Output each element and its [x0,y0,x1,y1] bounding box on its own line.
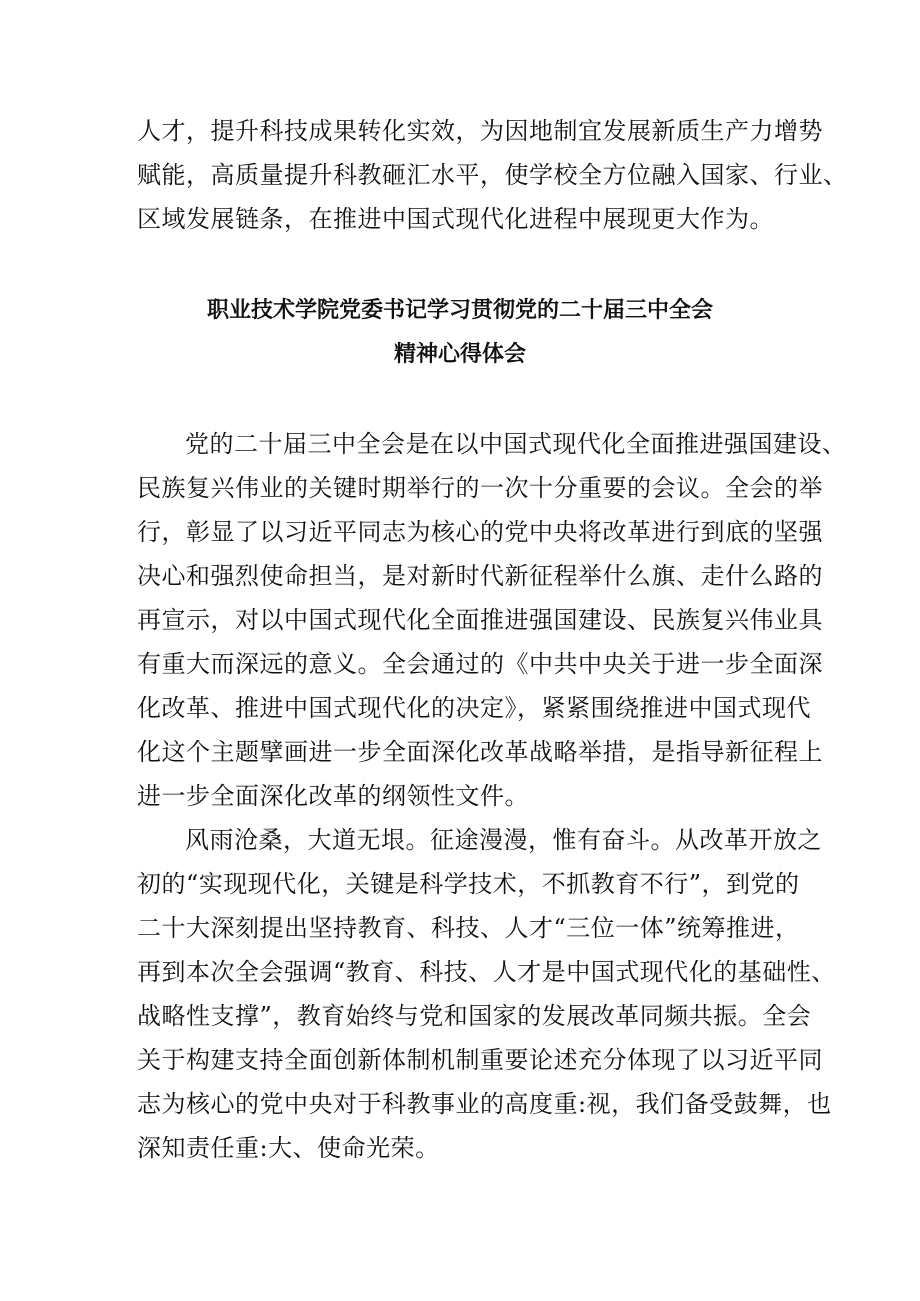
paragraph1-line-8: 化这个主题擘画进一步全面深化改革战略举措，是指导新征程上 [137,738,823,766]
intro-line-2: 赋能，高质量提升科教砸汇水平，使学校全方位融入国家、行业、 [137,161,848,189]
paragraph2-line-3: 二十大深刻提出坚持教育、科技、人才“三位一体”统筹推进， [137,914,800,942]
paragraph1-line-1: 党的二十届三中全会是在以中国式现代化全面推进强国建设、 [185,430,847,458]
paragraph2-line-4: 再到本次全会强调“教育、科技、人才是中国式现代化的基础性、 [137,958,836,986]
paragraph2-line-1: 风雨沧桑，大道无垠。征途漫漫，惟有奋斗。从改革开放之 [185,826,822,854]
paragraph1-line-2: 民族复兴伟业的关键时期举行的一次十分重要的会议。全会的举 [137,474,823,502]
paragraph1-line-6: 有重大而深远的意义。全会通过的《中共中央关于进一步全面深 [137,650,823,678]
paragraph1-line-7: 化改革、推进中国式现代化的决定》，紧紧围绕推进中国式现代 [137,694,811,722]
intro-line-3: 区域发展链条，在推进中国式现代化进程中展现更大作为。 [137,205,774,233]
paragraph2-line-7: 志为核心的党中央对于科教事业的高度重:视，我们备受鼓舞，也 [137,1090,832,1118]
article-title-line-2: 精神心得体会 [393,342,526,367]
paragraph2-line-2: 初的“实现现代化，关键是科学技术，不抓教育不行”，到党的 [137,870,800,898]
paragraph2-line-5: 战略性支撑”，教育始终与党和国家的发展改革同频共振。全会 [137,1002,812,1030]
intro-line-1: 人才，提升科技成果转化实效，为因地制宜发展新质生产力增势 [137,117,823,145]
paragraph1-line-9: 进一步全面深化改革的纲领性文件。 [137,782,529,810]
paragraph1-line-3: 行，彰显了以习近平同志为核心的党中央将改革进行到底的坚强 [137,518,823,546]
paragraph1-line-5: 再宣示，对以中国式现代化全面推进强国建设、民族复兴伟业具 [137,606,823,634]
paragraph2-line-6: 关于构建支持全面创新体制机制重要论述充分体现了以习近平同 [137,1046,823,1074]
paragraph1-line-4: 决心和强烈使命担当，是对新时代新征程举什么旗、走什么路的 [137,562,823,590]
article-title-line-1: 职业技术学院党委书记学习贯彻党的二十届三中全会 [206,298,713,323]
paragraph2-line-8: 深知责任重:大、使命光荣。 [137,1134,440,1162]
